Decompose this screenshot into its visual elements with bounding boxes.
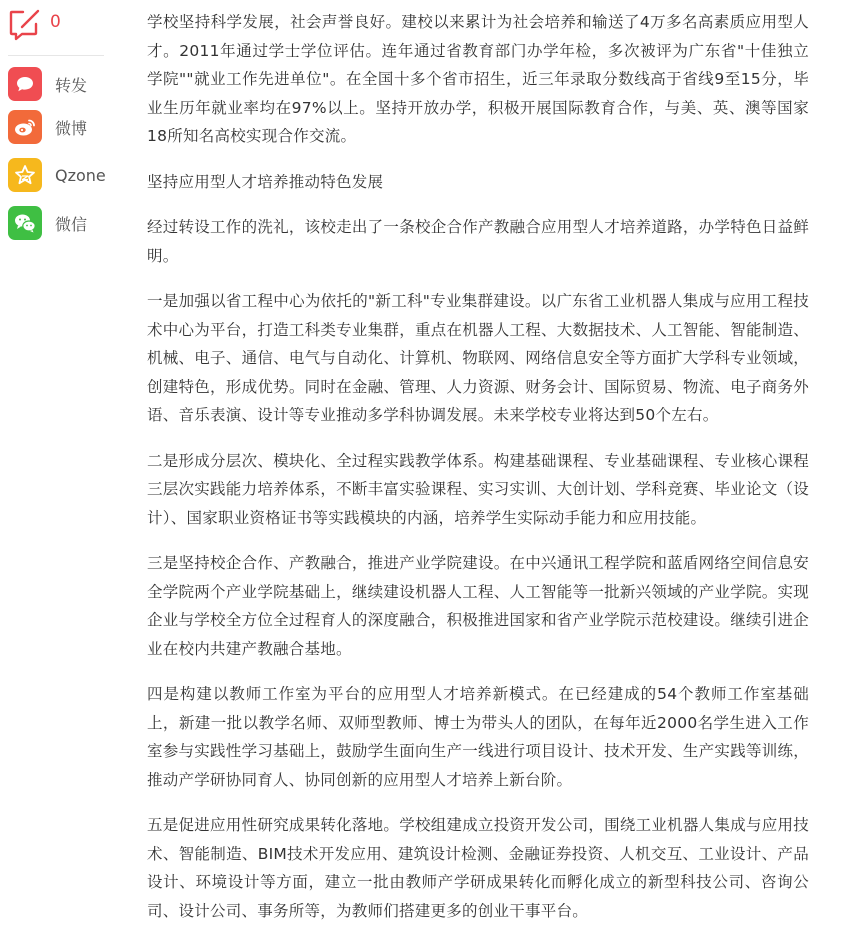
article-paragraph: 二是形成分层次、模块化、全过程实践教学体系。构建基础课程、专业基础课程、专业核心课程三层次实践能力培养体系，不断丰富实验课程、实习实训、大创计划、学科竞赛、毕业论文（设计）、国家职业资格证书等实践模块的内涵，培养学生实际动手能力和应用技能。: [147, 451, 809, 527]
forward-bubble-icon: [8, 67, 42, 101]
article-subheading: 坚持应用型人才培养推动特色发展: [147, 172, 384, 191]
share-forward-label: 转发: [55, 75, 88, 95]
article-paragraph: 三是坚持校企合作、产教融合，推进产业学院建设。在中兴通讯工程学院和蓝盾网络空间信息安全学院两个产业学院基础上，继续建设机器人工程、人工智能等一批新兴领域的产业学院。实现企业与学校全方位全过程育人的深度融合，积极推进国家和省产业学院示范校建设。继续引进企业在校内共建产教融合基地。: [147, 554, 809, 658]
qzone-star-icon: [8, 158, 42, 192]
share-forward-button[interactable]: [8, 66, 87, 102]
comment-edit-icon: [8, 9, 42, 41]
weibo-icon: [8, 110, 42, 144]
share-wechat-label: 微信: [55, 214, 88, 234]
article-paragraph: 一是加强以省工程中心为依托的"新工科"专业集群建设。以广东省工业机器人集成与应用工程技术中心为平台，打造工科类专业集群，重点在机器人工程、大数据技术、人工智能、智能制造、机械、电子、通信、电气与自动化、计算机、物联网、网络信息安全等方面扩大学科专业领域，创建特色，形成优势。同时在金融、管理、人力资源、财务会计、国际贸易、物流、电子商务外语、音乐表演、设计等专业推动多学科协调发展。未来学校专业将达到50个左右。: [147, 292, 809, 424]
wechat-icon: [8, 206, 42, 240]
share-qzone-button[interactable]: [8, 157, 106, 193]
share-wechat-button[interactable]: [8, 205, 87, 241]
comment-button[interactable]: [8, 8, 61, 42]
article-paragraph: 学校坚持科学发展，社会声誉良好。建校以来累计为社会培养和输送了4万多名高素质应用型人才。2011年通过学士学位评估。连年通过省教育部门办学年检，多次被评为广东省"十佳独立学院""就业工作先进单位"。在全国十多个省市招生，近三年录取分数线高于省线9至15分，毕业生历年就业率均在97%以上。坚持开放办学，积极开展国际教育合作，与美、英、澳等国家18所知名高校实现合作交流。: [147, 13, 809, 145]
article-body: [147, 8, 809, 942]
share-qzone-label: Qzone: [55, 165, 106, 185]
share-weibo-label: 微博: [55, 118, 88, 138]
article-paragraph: 四是构建以教师工作室为平台的应用型人才培养新模式。在已经建成的54个教师工作室基础上，新建一批以教学名师、双师型教师、博士为带头人的团队，在每年近2000名学生进入工作室参与实践性学习基础上，鼓励学生面向生产一线进行项目设计、技术开发、生产实践等训练，推动产学研协同育人、协同创新的应用型人才培养上新台阶。: [147, 685, 809, 789]
rail-divider: [8, 55, 104, 56]
article-paragraph: 经过转设工作的洗礼，该校走出了一条校企合作产教融合应用型人才培养道路，办学特色日益鲜明。: [147, 218, 809, 265]
comment-count: 0: [50, 11, 61, 32]
share-weibo-button[interactable]: [8, 109, 87, 145]
article-paragraph: 五是促进应用性研究成果转化落地。学校组建成立投资开发公司，围绕工业机器人集成与应用技术、智能制造、BIM技术开发应用、建筑设计检测、金融证券投资、人机交互、工业设计、产品设计、环境设计等方面，建立一批由教师产学研成果转化而孵化成立的新型科技公司、咨询公司、设计公司、事务所等，为教师们搭建更多的创业干事平台。: [147, 816, 809, 920]
